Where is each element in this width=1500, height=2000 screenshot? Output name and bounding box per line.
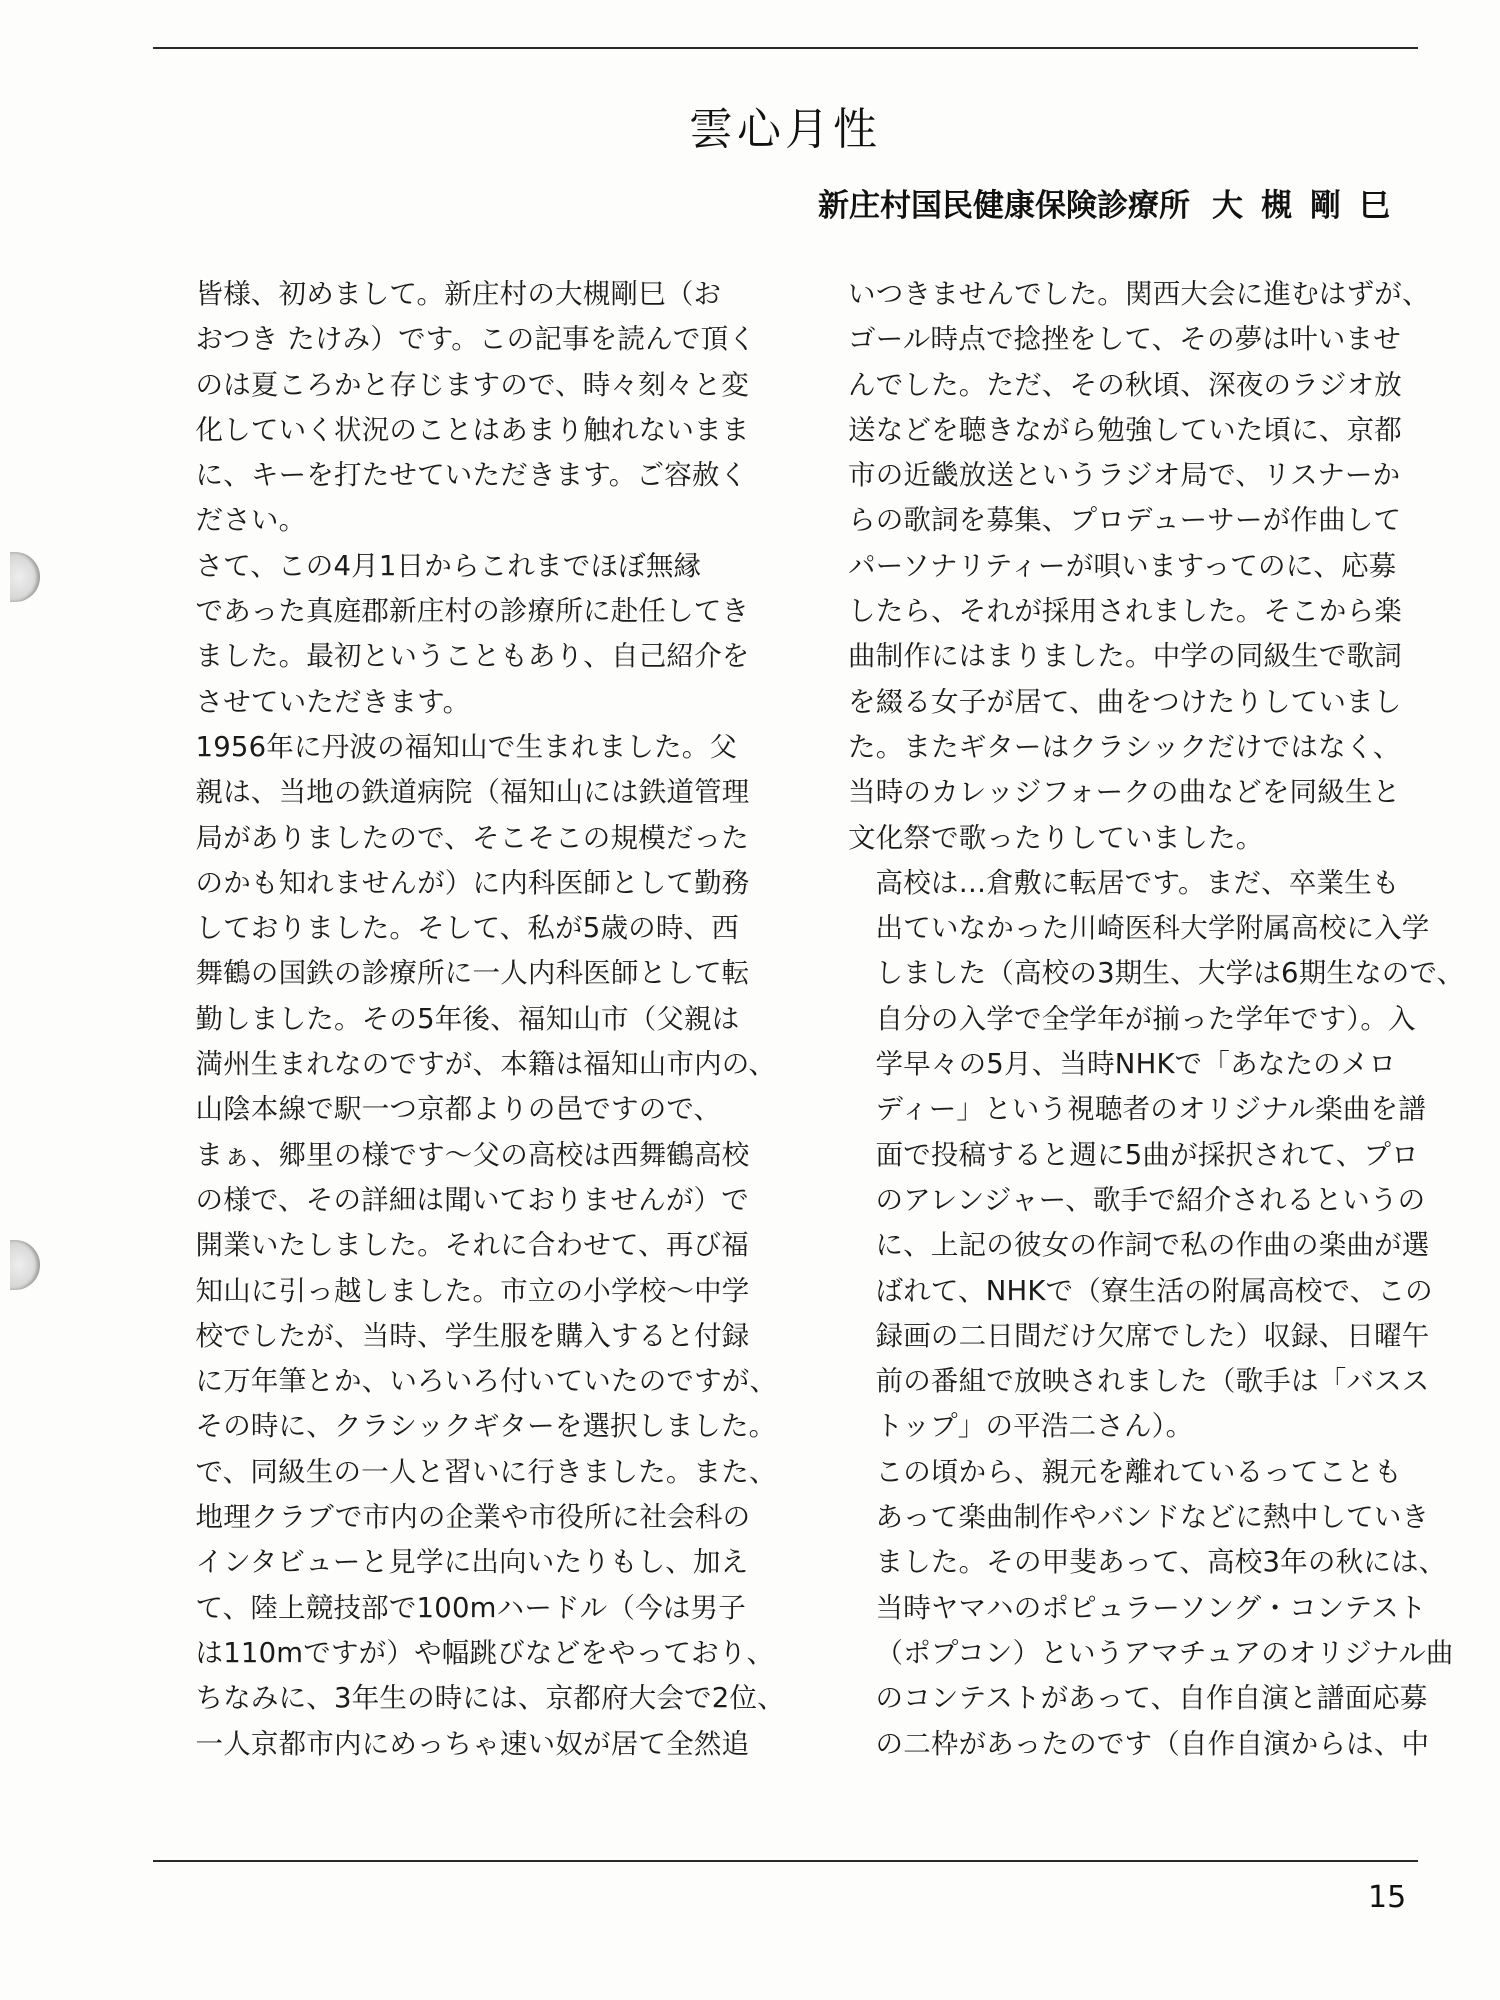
author-affiliation: 新庄村国民健康保険診療所 <box>818 188 1190 224</box>
text-line: さて、この4月1日からこれまでほぼ無縁 <box>195 549 702 582</box>
text-line: おつき たけみ）です。この記事を読んで頂く <box>195 323 756 356</box>
text-line: ディー」という視聴者のオリジナル楽曲を譜 <box>875 1093 1426 1126</box>
text-line: 一人京都市内にめっちゃ速い奴が居て全然追 <box>195 1727 750 1760</box>
text-line: に、上記の彼女の作詞で私の作曲の楽曲が選 <box>875 1229 1430 1262</box>
text-line: のアレンジャー、歌手で紹介されるというの <box>875 1183 1426 1216</box>
text-line: この頃から、親元を離れているってことも <box>875 1455 1402 1488</box>
text-line: 満州生まれなのですが、本籍は福知山市内の、 <box>195 1048 777 1081</box>
paragraph <box>848 272 1430 861</box>
text-line: 知山に引っ越しました。市立の小学校〜中学 <box>195 1274 750 1307</box>
text-line: 地理クラブで市内の企業や市役所に社会科の <box>195 1501 751 1534</box>
text-line: したら、それが採用されました。そこから楽 <box>848 595 1402 628</box>
paragraph <box>848 861 1465 1450</box>
text-line: インタビューと見学に出向いたりもし、加え <box>195 1546 749 1579</box>
text-line: 局がありましたので、そこそこの規模だった <box>195 821 749 854</box>
text-line: （ポプコン）というアマチュアのオリジナル曲 <box>875 1636 1454 1669</box>
paragraph <box>168 544 750 725</box>
text-line: らの歌詞を募集、プロデューサーが作曲して <box>848 504 1402 537</box>
text-line: まぁ、郷里の様です〜父の高校は西舞鶴高校 <box>195 1138 750 1171</box>
text-line: パーソナリティーが唄いますってのに、応募 <box>848 549 1397 582</box>
binder-hole <box>10 552 40 602</box>
text-line: で、同級生の一人と習いに行きました。また、 <box>195 1455 777 1488</box>
text-line: 開業いたしました。それに合わせて、再び福 <box>195 1229 749 1262</box>
article-title: 雲心月性 <box>689 104 881 155</box>
text-line: しておりました。そして、私が5歳の時、西 <box>195 912 739 945</box>
text-line: 学早々の5月、当時NHKで「あなたのメロ <box>875 1048 1397 1081</box>
text-line: のは夏ころかと存じますので、時々刻々と変 <box>195 368 749 401</box>
text-line: ちなみに、3年生の時には、京都府大会で2位、 <box>195 1682 785 1715</box>
text-line: 勤しました。その5年後、福知山市（父親は <box>195 1002 740 1035</box>
text-line: 出ていなかった川崎医科大学附属高校に入学 <box>875 912 1430 945</box>
text-line: んでした。ただ、その秋頃、深夜のラジオ放 <box>848 368 1402 401</box>
paragraph <box>848 1450 1454 1767</box>
binder-hole <box>10 1240 40 1290</box>
text-line: の様で、その詳細は聞いておりませんが）で <box>195 1183 749 1216</box>
text-line: のコンテストがあって、自作自演と譜面応募 <box>875 1682 1428 1715</box>
text-line: ました。その甲斐あって、高校3年の秋には、 <box>875 1546 1447 1579</box>
text-line: 化していく状況のことはあまり触れないまま <box>195 413 750 446</box>
text-line: ゴール時点で捻挫をして、その夢は叶いませ <box>848 323 1401 356</box>
text-line: 親は、当地の鉄道病院（福知山には鉄道管理 <box>195 776 750 809</box>
text-line: 山陰本線で駅一つ京都よりの邑ですので、 <box>195 1093 722 1126</box>
text-line: しました（高校の3期生、大学は6期生なので、 <box>875 957 1465 990</box>
text-line: いつきませんでした。関西大会に進むはずが、 <box>848 278 1430 310</box>
text-line: させていただきます。 <box>195 685 471 718</box>
text-line: 文化祭で歌ったりしていました。 <box>848 821 1264 854</box>
text-line: ださい。 <box>195 504 307 537</box>
text-line: 面で投稿すると週に5曲が採択されて、プロ <box>875 1138 1419 1171</box>
page-number: 15 <box>1368 1880 1407 1915</box>
text-line: は110mですが）や幅跳びなどをやっており、 <box>195 1636 775 1669</box>
text-line: であった真庭郡新庄村の診療所に赴任してき <box>195 595 750 628</box>
text-line: 校でしたが、当時、学生服を購入すると付録 <box>195 1319 750 1352</box>
paragraph <box>168 725 785 1767</box>
text-line: て、陸上競技部で100mハードル（今は男子 <box>195 1591 746 1624</box>
text-line: 録画の二日間だけ欠席でした）収録、日曜午 <box>875 1319 1430 1352</box>
paragraph <box>168 272 756 544</box>
text-line: 当時ヤマハのポピュラーソング・コンテスト <box>875 1591 1427 1624</box>
byline <box>818 180 1408 225</box>
right-column <box>848 272 1465 1767</box>
author-name: 大槻剛巳 <box>1212 188 1408 224</box>
text-line: のかも知れませんが）に内科医師として勤務 <box>195 866 750 899</box>
text-line: 当時のカレッジフォークの曲などを同級生と <box>848 776 1401 809</box>
text-line: 曲制作にはまりました。中学の同級生で歌詞 <box>848 640 1402 673</box>
text-line: ました。最初ということもあり、自己紹介を <box>195 640 750 673</box>
text-line: あって楽曲制作やバンドなどに熱中していき <box>875 1501 1430 1534</box>
top-rule <box>153 47 1418 49</box>
text-line: トップ」の平浩二さん）。 <box>875 1410 1194 1443</box>
text-line: 自分の入学で全学年が揃った学年です）。入 <box>875 1002 1416 1035</box>
text-line: その時に、クラシックギターを選択しました。 <box>195 1410 777 1443</box>
text-line: 前の番組で放映されました（歌手は「バスス <box>875 1365 1430 1398</box>
bottom-rule <box>153 1860 1418 1862</box>
text-line: 舞鶴の国鉄の診療所に一人内科医師として転 <box>195 957 750 990</box>
text-line: ばれて、NHKで（寮生活の附属高校で、この <box>875 1274 1433 1307</box>
text-line: 市の近畿放送というラジオ局で、リスナーか <box>848 459 1401 492</box>
text-line: 高校は…倉敷に転居です。まだ、卒業生も <box>875 866 1400 899</box>
text-line: の二枠があったのです（自作自演からは、中 <box>875 1727 1430 1760</box>
left-column <box>168 272 785 1767</box>
text-line: に、キーを打たせていただきます。ご容赦く <box>195 459 748 492</box>
text-line: 皆様、初めまして。新庄村の大槻剛巳（お <box>195 278 722 310</box>
text-line: 1956年に丹波の福知山で生まれました。父 <box>195 730 738 763</box>
text-line: に万年筆とか、いろいろ付いていたのですが、 <box>195 1365 778 1398</box>
text-line: 送などを聴きながら勉強していた頃に、京都 <box>848 413 1402 446</box>
text-line: を綴る女子が居て、曲をつけたりしていまし <box>848 685 1402 718</box>
text-line: た。またギターはクラシックだけではなく、 <box>848 730 1401 763</box>
